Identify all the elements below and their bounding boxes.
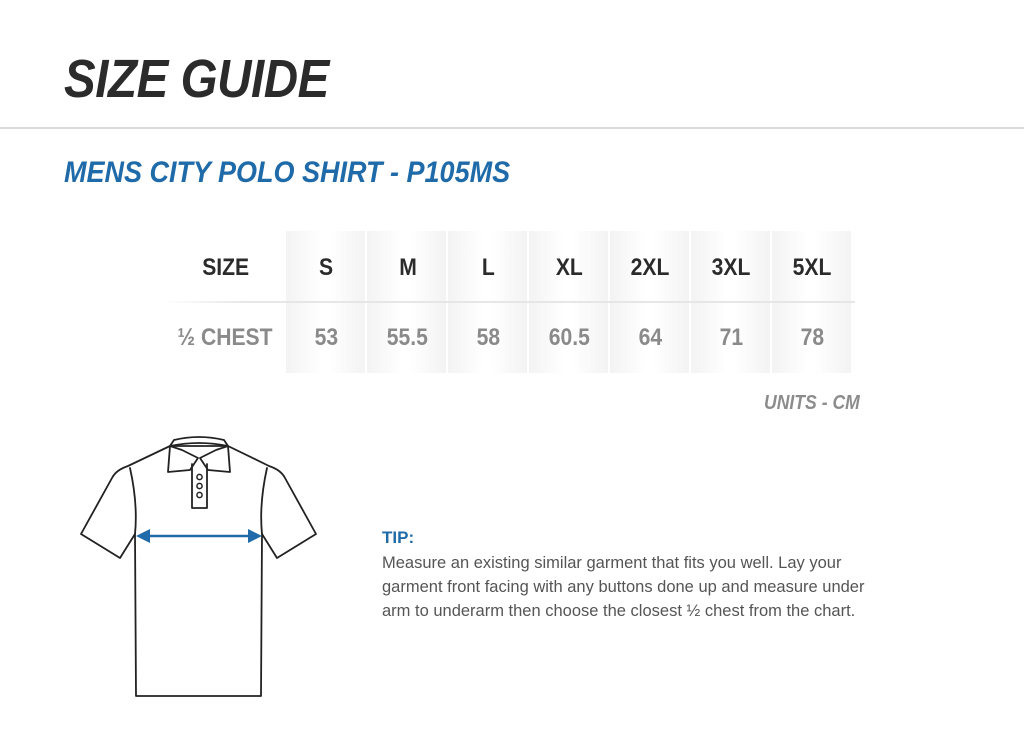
size-cell: S	[319, 254, 334, 281]
tip-line: garment front facing with any buttons done up and measure under	[382, 578, 865, 596]
chest-value-cell: 78	[800, 324, 825, 351]
chest-value-cell: 58	[476, 324, 501, 351]
size-row-header: SIZE	[202, 254, 249, 281]
chest-value-cell: 60.5	[548, 324, 591, 351]
chest-row-header: ½ CHEST	[177, 324, 274, 351]
chest-value-cell: 71	[719, 324, 744, 351]
size-cell: 3XL	[712, 254, 751, 281]
chest-value-cell: 64	[638, 324, 663, 351]
size-cell: XL	[555, 254, 583, 281]
tip-label: TIP:	[382, 528, 415, 547]
units-label: UNITS - CM	[764, 392, 860, 414]
size-cell: M	[398, 254, 417, 281]
size-cell: 5XL	[793, 254, 832, 281]
size-cell: L	[482, 254, 495, 281]
tip-line: arm to underarm then choose the closest ½ chest from the chart.	[382, 602, 856, 620]
chest-value-cell: 53	[314, 324, 339, 351]
header-divider	[0, 127, 1024, 129]
tip-line: Measure an existing similar garment that fits you well. Lay your	[382, 554, 842, 572]
page-title: SIZE GUIDE	[64, 49, 329, 109]
size-table	[165, 231, 855, 373]
tip-text	[382, 551, 942, 623]
chest-value-cell: 55.5	[386, 324, 429, 351]
size-cell: 2XL	[631, 254, 670, 281]
product-title: MENS CITY POLO SHIRT - P105MS	[64, 156, 511, 189]
polo-shirt-icon	[78, 434, 320, 700]
